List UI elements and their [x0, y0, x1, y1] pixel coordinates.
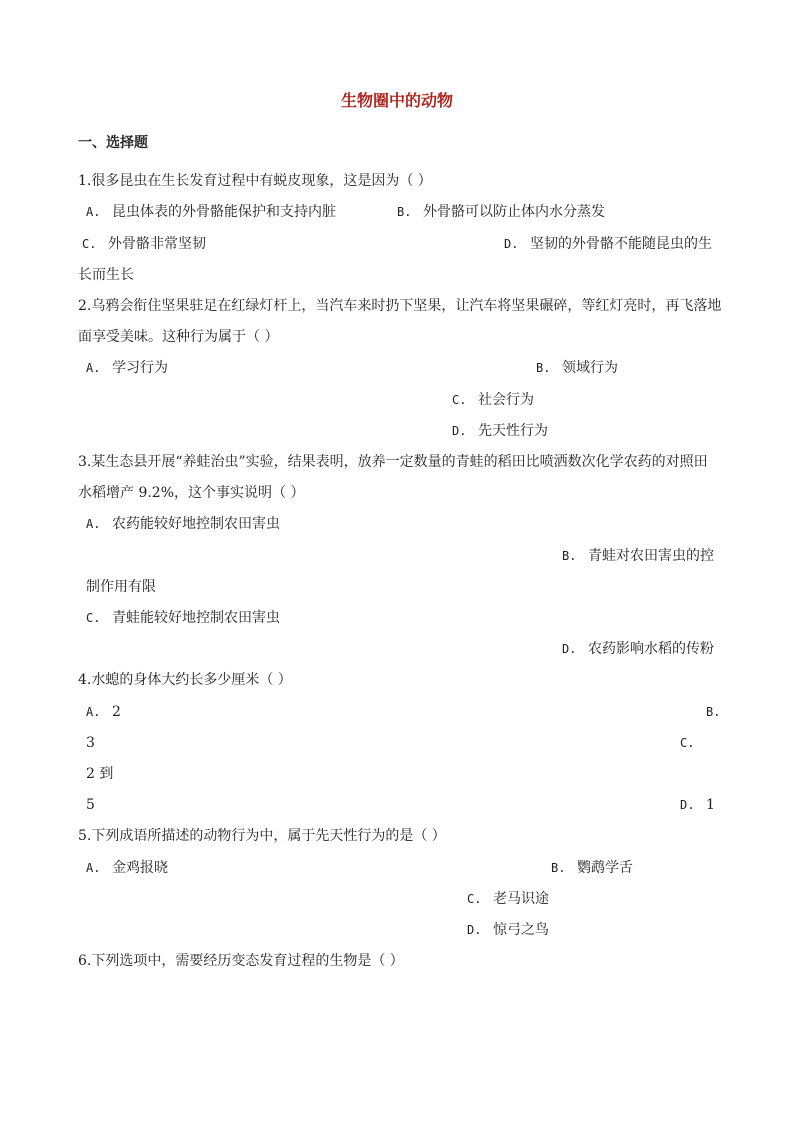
option-letter: A. [86, 517, 101, 531]
option-text: 鹦鹉学舌 [577, 860, 633, 876]
q5-option-a [86, 859, 168, 877]
q1-option-b [397, 203, 605, 221]
option-text: 昆虫体表的外骨骼能保护和支持内脏 [112, 204, 336, 220]
option-text: 2 [112, 704, 121, 720]
option-text: 坚韧的外骨骼不能随昆虫的生 [530, 236, 712, 252]
question-2-stem-line2: 面享受美味。这种行为属于（ ） [78, 329, 279, 345]
option-text: 青蛙对农田害虫的控 [588, 548, 714, 564]
option-letter: A. [86, 861, 101, 875]
q4-option-d [680, 796, 715, 814]
q5-option-b [551, 859, 633, 877]
option-letter: B. [397, 205, 412, 219]
option-text: 金鸡报晓 [112, 860, 168, 876]
option-letter: C. [680, 736, 695, 750]
q4-option-b-text: 3 [86, 735, 95, 751]
q3-option-c [86, 609, 280, 627]
q5-option-c [467, 890, 549, 908]
q1-option-d-continued: 长而生长 [78, 267, 134, 283]
q4-option-c-continued: 5 [86, 797, 95, 813]
option-text: 农药能较好地控制农田害虫 [112, 516, 280, 532]
option-letter: C. [86, 611, 101, 625]
q2-option-c [452, 391, 534, 409]
option-letter: D. [504, 237, 519, 251]
option-letter: B. [562, 549, 577, 563]
option-letter: B. [706, 705, 721, 719]
option-letter: A. [86, 361, 101, 375]
q4-option-c-text: 2 到 [86, 766, 114, 782]
q4-option-a [86, 703, 121, 721]
q5-option-d [467, 921, 549, 939]
option-letter: C. [467, 892, 482, 906]
option-letter: D. [680, 798, 695, 812]
option-letter: B. [551, 861, 566, 875]
option-text: 领域行为 [562, 360, 618, 376]
option-text: 老马识途 [493, 891, 549, 907]
question-3-stem-line2: 水稻增产 9.2%，这个事实说明（ ） [78, 485, 305, 501]
q1-option-a [86, 203, 336, 221]
option-text: 惊弓之鸟 [493, 922, 549, 938]
question-5-stem: 5.下列成语所描述的动物行为中，属于先天性行为的是（ ） [78, 828, 446, 844]
q1-option-d [504, 235, 712, 253]
section-heading: 一、选择题 [78, 135, 148, 151]
question-4-stem: 4.水螅的身体大约长多少厘米（ ） [78, 672, 292, 688]
option-letter: D. [467, 923, 482, 937]
q4-option-c-letter [680, 734, 706, 752]
question-6-stem: 6.下列选项中，需要经历变态发育过程的生物是（ ） [78, 953, 404, 969]
q3-option-d [562, 640, 714, 658]
option-letter: C. [452, 393, 467, 407]
document-title: 生物圈中的动物 [340, 91, 453, 110]
q1-option-c [82, 235, 206, 253]
option-letter: D. [452, 424, 467, 438]
q3-option-b [562, 547, 714, 565]
question-3-stem-line1: 3.某生态县开展“养蛙治虫”实验，结果表明，放养一定数量的青蛙的稻田比喷洒数次化学农药的对照田 [78, 454, 708, 470]
option-text: 1 [706, 797, 715, 813]
q2-option-d [452, 422, 548, 440]
option-text: 农药影响水稻的传粉 [588, 641, 714, 657]
option-letter: B. [536, 361, 551, 375]
question-1-stem: 1.很多昆虫在生长发育过程中有蜕皮现象，这是因为（ ） [78, 173, 432, 189]
question-2-stem-line1: 2.乌鸦会衔住坚果驻足在红绿灯杆上，当汽车来时扔下坚果，让汽车将坚果碾碎，等红灯亮时，再飞落地 [78, 298, 722, 314]
q4-option-b-letter [706, 703, 732, 721]
option-text: 社会行为 [478, 392, 534, 408]
option-text: 青蛙能较好地控制农田害虫 [112, 610, 280, 626]
option-text: 先天性行为 [478, 423, 548, 439]
q2-option-b [536, 359, 618, 377]
option-text: 外骨骼可以防止体内水分蒸发 [423, 204, 605, 220]
q3-option-b-continued: 制作用有限 [86, 579, 156, 595]
option-letter: A. [86, 205, 101, 219]
option-letter: D. [562, 642, 577, 656]
q3-option-a [86, 515, 280, 533]
option-letter: C. [82, 237, 97, 251]
option-text: 外骨骼非常坚韧 [108, 236, 206, 252]
q2-option-a [86, 359, 168, 377]
option-text: 学习行为 [112, 360, 168, 376]
option-letter: A. [86, 705, 101, 719]
